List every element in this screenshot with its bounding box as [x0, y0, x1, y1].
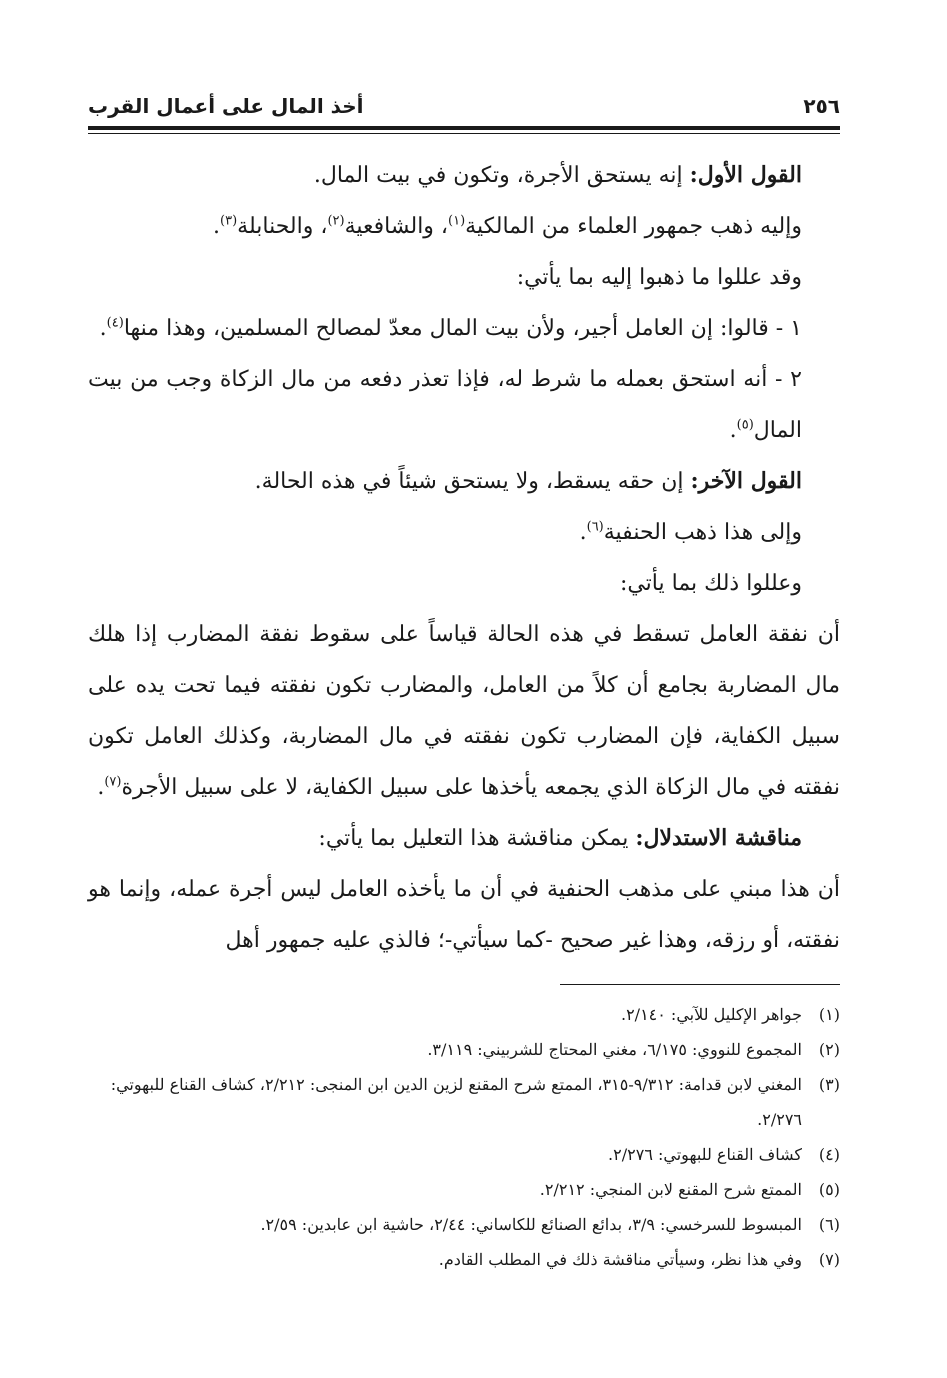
term-other-opinion: القول الآخر:	[690, 468, 802, 494]
paragraph-other-opinion	[88, 456, 840, 507]
footnote-separator	[560, 984, 840, 985]
footnote-text: المبسوط للسرخسي: ٣/٩، بدائع الصنائع للكاساني: ٢/٤٤، حاشية ابن عابدين: ٢/٥٩.	[260, 1215, 802, 1234]
paragraph-majority	[88, 201, 840, 252]
footnote-number: (٢)	[818, 1040, 840, 1059]
footnote-ref-4[interactable]: (٤)	[106, 315, 124, 331]
footnote-text: وفي هذا نظر، وسيأتي مناقشة ذلك في المطلب القادم.	[438, 1250, 802, 1269]
footnote-4	[88, 1137, 840, 1172]
header-rule	[88, 133, 840, 134]
period: .	[97, 775, 105, 800]
footnote-number: (٥)	[818, 1180, 840, 1199]
paragraph-reason-1	[88, 303, 840, 354]
footnotes	[88, 997, 840, 1277]
footnote-ref-6[interactable]: (٦)	[586, 519, 604, 535]
hanbali-text: ، والحنابلة	[237, 214, 328, 239]
paragraph-reasons-intro-2: وعللوا ذلك بما يأتي:	[619, 571, 802, 596]
paragraph-rebuttal: أن هذا مبني على مذهب الحنفية في أن ما يأخذه العامل ليس أجرة عمله، وإنما هو نفقته، أو رزقه، وهذا غير صحيح -كما سيأتي-؛ فالذي عليه جمهور أهل	[88, 877, 840, 953]
footnote-text: الممتع شرح المقنع لابن المنجي: ٢/٢١٢.	[539, 1180, 802, 1199]
hanafi-text: وإلى هذا ذهب الحنفية	[603, 520, 802, 545]
footnote-text: كشاف القناع للبهوتي: ٢/٢٧٦.	[608, 1145, 802, 1164]
footnote-6	[88, 1207, 840, 1242]
page-number: ٢٥٦	[803, 94, 840, 118]
reason-2-text: ٢ - أنه استحق بعمله ما شرط له، فإذا تعذر دفعه من مال الزكاة وجب من بيت المال	[88, 367, 802, 443]
footnote-text: جواهر الإكليل للآبي: ٢/١٤٠.	[620, 1005, 802, 1024]
running-title: أخذ المال على أعمال القرب	[88, 94, 364, 118]
footnote-number: (١)	[818, 1005, 840, 1024]
footnote-7	[88, 1242, 840, 1277]
footnote-ref-1[interactable]: (١)	[448, 213, 466, 229]
period: .	[99, 316, 107, 341]
paragraph-reasons-intro: وقد عللوا ما ذهبوا إليه بما يأتي:	[516, 265, 802, 290]
first-opinion-text: إنه يستحق الأجرة، وتكون في بيت المال.	[313, 163, 690, 188]
page-header	[88, 92, 840, 130]
main-text	[88, 150, 840, 966]
footnote-1	[88, 997, 840, 1032]
period: .	[213, 214, 221, 239]
footnote-number: (٤)	[818, 1145, 840, 1164]
footnote-ref-3[interactable]: (٣)	[220, 213, 238, 229]
footnote-5	[88, 1172, 840, 1207]
footnote-ref-5[interactable]: (٥)	[736, 417, 754, 433]
footnote-ref-2[interactable]: (٢)	[327, 213, 345, 229]
footnote-number: (٦)	[818, 1215, 840, 1234]
paragraph-discussion	[88, 813, 840, 864]
reason-1-text: ١ - قالوا: إن العامل أجير، ولأن بيت المال معدّ لمصالح المسلمين، وهذا منها	[123, 316, 802, 341]
footnote-number: (٣)	[818, 1075, 840, 1094]
paragraph-first-opinion	[88, 150, 840, 201]
analogy-text: أن نفقة العامل تسقط في هذه الحالة قياساً على سقوط نفقة المضارب إذا هلك مال المضاربة بجامع أن كلاً من العامل، والمضارب تكون نفقته فيما تحت يده على سبيل الكفاية، فإن المضارب تكون نفقته في مال المضاربة، وكذلك العامل تكون نفقته في مال الزكاة الذي يجمعه يأخذها على سبيل الكفاية، لا على سبيل الأجرة	[88, 622, 840, 800]
period: .	[729, 418, 737, 443]
footnote-ref-7[interactable]: (٧)	[104, 774, 122, 790]
term-discussion: مناقشة الاستدلال:	[635, 825, 802, 851]
footnote-2	[88, 1032, 840, 1067]
other-opinion-text: إن حقه يسقط، ولا يستحق شيئاً في هذه الحالة.	[254, 469, 691, 494]
majority-text: وإليه ذهب جمهور العلماء من المالكية	[465, 214, 802, 239]
period: .	[579, 520, 587, 545]
footnote-text: المغني لابن قدامة: ٩/٣١٢-٣١٥، الممتع شرح المقنع لزين الدين ابن المنجى: ٢/٢١٢، كشاف القناع للبهوتي: ٢/٢٧٦.	[110, 1075, 802, 1129]
footnote-text: المجموع للنووي: ٦/١٧٥، مغني المحتاج للشربيني: ٣/١١٩.	[427, 1040, 802, 1059]
footnote-number: (٧)	[818, 1250, 840, 1269]
paragraph-hanafi	[88, 507, 840, 558]
paragraph-reason-2	[88, 354, 840, 456]
book-page	[88, 92, 840, 1277]
discussion-text: يمكن مناقشة هذا التعليل بما يأتي:	[318, 826, 636, 851]
shafii-text: ، والشافعية	[344, 214, 449, 239]
term-first-opinion: القول الأول:	[689, 162, 802, 188]
footnote-3	[88, 1067, 840, 1137]
paragraph-analogy	[88, 609, 840, 813]
